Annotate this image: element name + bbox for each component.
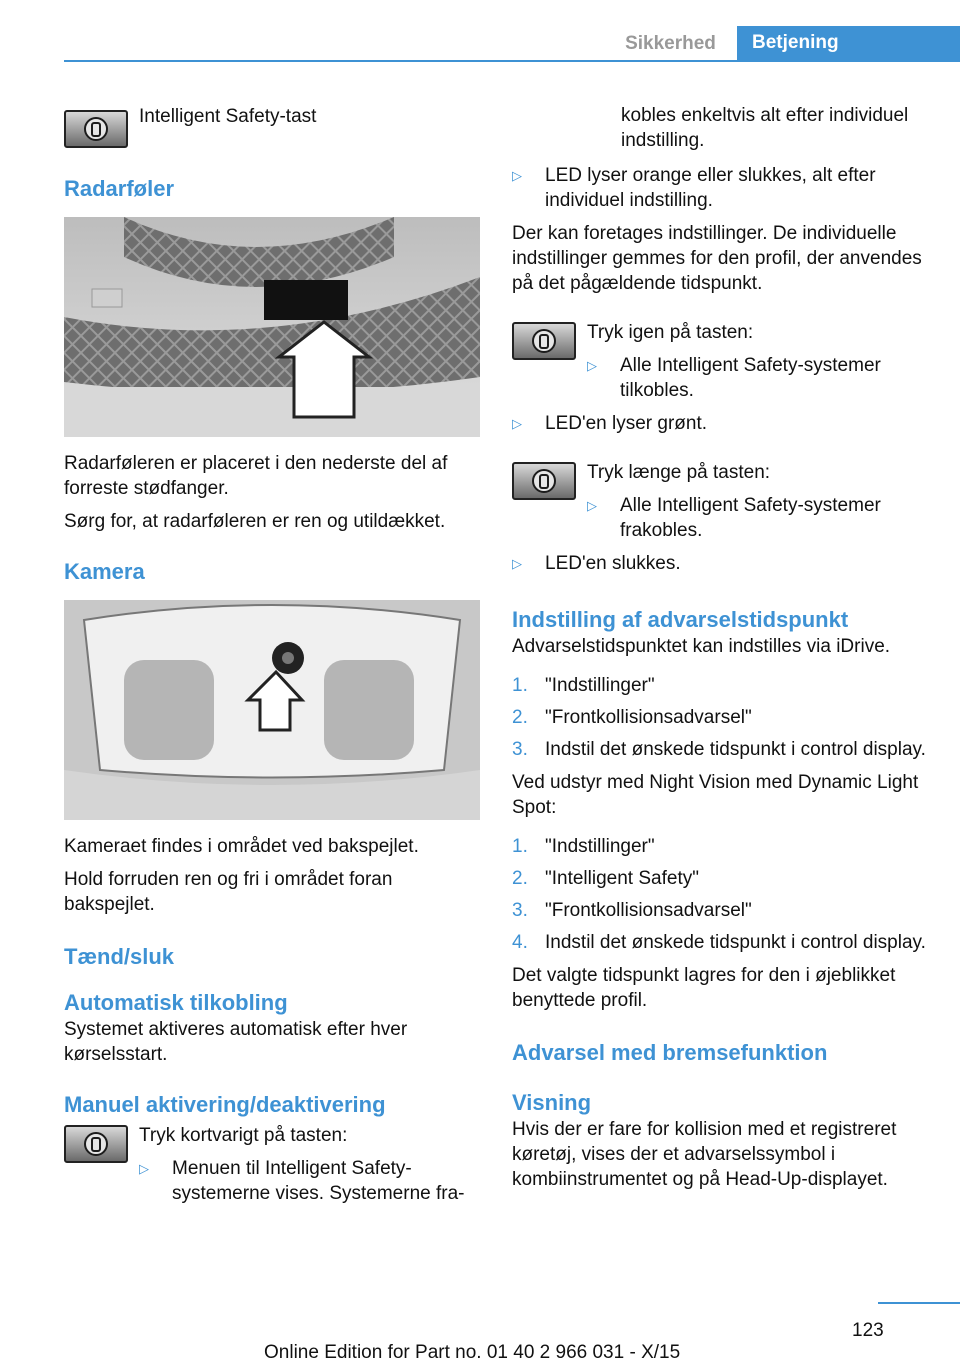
intelligent-safety-button-icon bbox=[512, 462, 576, 500]
list-number: 1. bbox=[512, 675, 528, 696]
heading-taend-sluk: Tænd/sluk bbox=[64, 944, 175, 969]
bullet-text: Alle Intelligent Safety-systemer frakobles. bbox=[620, 495, 881, 541]
list-item bbox=[512, 866, 932, 891]
camera-photo bbox=[64, 600, 480, 820]
list-item bbox=[512, 673, 932, 698]
list-text: "Intelligent Safety" bbox=[545, 868, 699, 889]
key-row-2 bbox=[512, 320, 932, 403]
bullet-text: LED lyser orange eller slukkes, alt efter individuel indstilling. bbox=[545, 165, 876, 211]
triangle-bullet-icon: ▷ bbox=[512, 168, 522, 183]
right-column bbox=[512, 98, 932, 1192]
intelligent-safety-key-row bbox=[64, 108, 482, 148]
bullet-text: LED'en lyser grønt. bbox=[545, 413, 708, 434]
heading-visning: Visning bbox=[512, 1090, 592, 1115]
triangle-bullet-icon: ▷ bbox=[139, 1161, 149, 1176]
triangle-bullet-icon: ▷ bbox=[512, 556, 522, 571]
adv-paragraph: Advarselstidspunktet kan indstilles via iDrive. bbox=[512, 636, 891, 657]
list-number: 3. bbox=[512, 900, 528, 921]
bullet-item bbox=[139, 1156, 482, 1206]
continuation-text: kobles enkeltvis alt efter individuel indstilling. bbox=[621, 105, 909, 151]
page-number: 123 bbox=[852, 1320, 884, 1341]
list-text: "Indstillinger" bbox=[545, 675, 655, 696]
radar-sensor-photo bbox=[64, 217, 480, 437]
bullet-text: Menuen til Intelligent Safety-systemerne vises. Systemerne fra- bbox=[172, 1158, 465, 1204]
heading-automatisk-tilkobling: Automatisk tilkobling bbox=[64, 990, 288, 1015]
manuel-key-label: Tryk kortvarigt på tasten: bbox=[139, 1125, 348, 1146]
key-label: Tryk igen på tasten: bbox=[587, 322, 754, 343]
kamera-paragraph-1: Kameraet findes i området ved bakspejlet. bbox=[64, 836, 419, 857]
bullet-item bbox=[512, 163, 932, 213]
triangle-bullet-icon: ▷ bbox=[587, 498, 597, 513]
left-column bbox=[64, 98, 482, 1206]
auto-paragraph: Systemet aktiveres automatisk efter hver kørselsstart. bbox=[64, 1019, 408, 1065]
list-number: 1. bbox=[512, 836, 528, 857]
heading-radarfoler: Radarføler bbox=[64, 176, 175, 201]
heading-manuel: Manuel aktivering/deaktivering bbox=[64, 1092, 386, 1117]
tab-betjening[interactable]: Betjening bbox=[737, 26, 960, 62]
night-vision-paragraph: Ved udstyr med Night Vision med Dynamic Light Spot: bbox=[512, 772, 919, 818]
list-text: "Frontkollisionsadvarsel" bbox=[545, 900, 752, 921]
list-number: 3. bbox=[512, 739, 528, 760]
intelligent-safety-button-icon bbox=[512, 322, 576, 360]
heading-advarselstidspunkt: Indstilling af advarselstidspunkt bbox=[512, 607, 849, 632]
tab-sikkerhed[interactable]: Sikkerhed bbox=[625, 33, 716, 54]
list-text: "Frontkollisionsadvarsel" bbox=[545, 707, 752, 728]
settings-list-2 bbox=[512, 834, 932, 955]
bullet-item bbox=[512, 411, 932, 436]
list-text: Indstil det ønskede tidspunkt i control display. bbox=[545, 932, 926, 953]
bullet-text: LED'en slukkes. bbox=[545, 553, 681, 574]
footer-rule bbox=[878, 1302, 960, 1304]
bullet-text: Alle Intelligent Safety-systemer tilkobles. bbox=[620, 355, 881, 401]
bullet-item bbox=[587, 353, 932, 403]
radar-paragraph-2: Sørg for, at radarføleren er ren og utildækket. bbox=[64, 511, 446, 532]
list-text: "Indstillinger" bbox=[545, 836, 655, 857]
key-label: Tryk længe på tasten: bbox=[587, 462, 771, 483]
saved-paragraph: Det valgte tidspunkt lagres for den i øjeblikket benyttede profil. bbox=[512, 965, 896, 1011]
list-number: 2. bbox=[512, 707, 528, 728]
online-edition-text: Online Edition for Part no. 01 40 2 966 031 - X/15 bbox=[264, 1342, 681, 1363]
header-rule bbox=[64, 60, 960, 62]
list-item bbox=[512, 705, 932, 730]
intelligent-safety-button-icon bbox=[64, 1125, 128, 1163]
bullet-item bbox=[512, 551, 932, 576]
settings-paragraph: Der kan foretages indstillinger. De individuelle indstillinger gemmes for den profil, der anvendes på det pågældende tidspunkt. bbox=[512, 223, 922, 294]
key-row-3 bbox=[512, 460, 932, 543]
heading-bremsefunktion: Advarsel med bremsefunktion bbox=[512, 1040, 828, 1065]
intelligent-safety-button-icon bbox=[64, 110, 128, 148]
radar-paragraph-1: Radarføleren er placeret i den nederste del af forreste stødfanger. bbox=[64, 453, 448, 499]
heading-kamera: Kamera bbox=[64, 559, 145, 584]
key-label: Intelligent Safety-tast bbox=[139, 106, 317, 127]
manuel-key-row bbox=[64, 1123, 482, 1206]
kamera-paragraph-2: Hold forruden ren og fri i området foran bakspejlet. bbox=[64, 869, 393, 915]
list-number: 4. bbox=[512, 932, 528, 953]
list-item bbox=[512, 834, 932, 859]
list-item bbox=[512, 898, 932, 923]
list-item bbox=[512, 930, 932, 955]
triangle-bullet-icon: ▷ bbox=[587, 358, 597, 373]
list-number: 2. bbox=[512, 868, 528, 889]
bullet-item bbox=[587, 493, 932, 543]
triangle-bullet-icon: ▷ bbox=[512, 416, 522, 431]
list-item bbox=[512, 737, 932, 762]
visning-paragraph: Hvis der er fare for kollision med et registreret køretøj, vises der et advarselssymbol i kombiinstrumentet og på Head-Up-displayet. bbox=[512, 1119, 897, 1190]
settings-list-1 bbox=[512, 673, 932, 762]
list-text: Indstil det ønskede tidspunkt i control display. bbox=[545, 739, 926, 760]
